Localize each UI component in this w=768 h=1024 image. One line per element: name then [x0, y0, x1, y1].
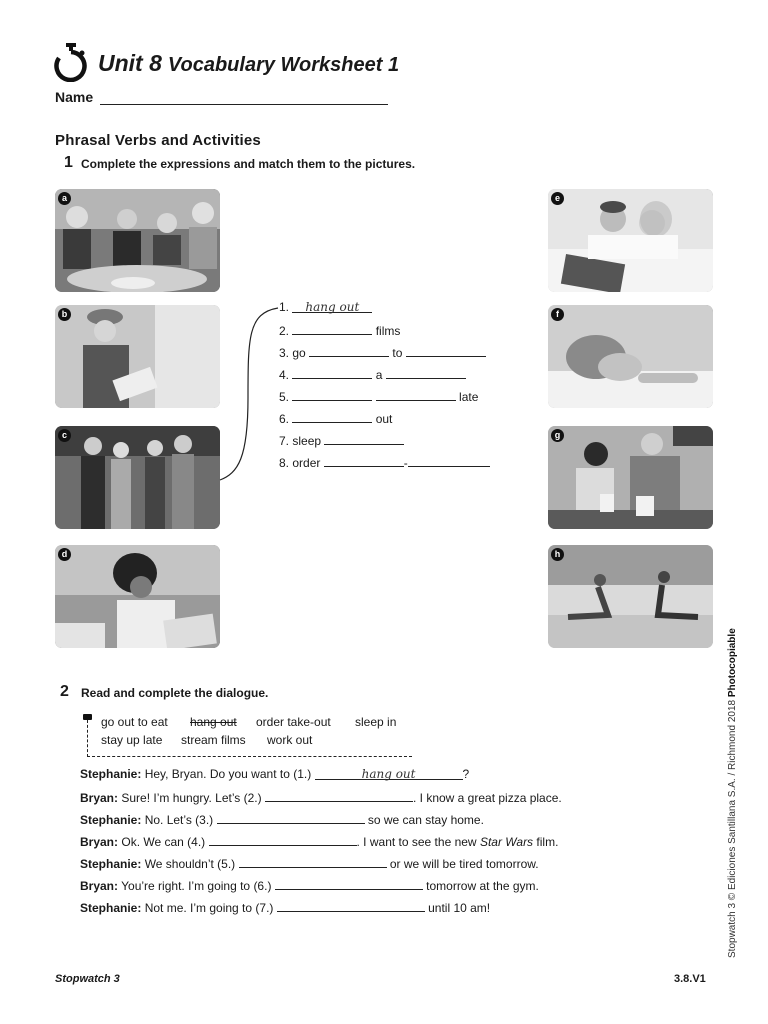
- expression-text: films: [375, 324, 401, 338]
- photo-letter: a: [58, 192, 71, 205]
- expression-3-blank-b[interactable]: [406, 344, 486, 357]
- dialogue-line-3: [80, 811, 484, 827]
- word-bank-border: [87, 720, 88, 757]
- expression-text: -: [403, 456, 408, 470]
- expression-3: [279, 344, 486, 360]
- photo-letter: g: [551, 429, 564, 442]
- exercise-1-number: 1: [64, 154, 73, 171]
- expression-number: 5.: [279, 390, 290, 404]
- dialogue-text: or we will be tired tomorrow.: [389, 857, 539, 871]
- photo-letter: f: [551, 308, 564, 321]
- expression-2-blank[interactable]: [292, 322, 372, 335]
- couple-takeout-illustration: [548, 426, 713, 529]
- exercise-2-number: 2: [60, 683, 69, 700]
- dialogue-blank-7[interactable]: [277, 899, 425, 912]
- expression-2: [279, 322, 400, 338]
- dialogue-line-1: [80, 767, 469, 781]
- girl-writing-illustration: [55, 305, 220, 408]
- connector-line: [218, 298, 288, 483]
- expression-number: 8.: [279, 456, 290, 470]
- dialogue-text: film.: [536, 835, 559, 849]
- people-stretching-illustration: [548, 545, 713, 648]
- dialogue-line-7: [80, 899, 490, 915]
- word-bank-border: [87, 756, 412, 757]
- expression-8: [279, 454, 490, 470]
- expression-number: 6.: [279, 412, 290, 426]
- speaker-name: Bryan:: [80, 835, 119, 849]
- word-bank-item: go out to eat: [101, 715, 168, 729]
- woman-sleeping-illustration: [548, 305, 713, 408]
- expression-5-blank-b[interactable]: [376, 388, 456, 401]
- photo-h: [548, 545, 713, 648]
- photo-b: [55, 305, 220, 408]
- word-bank-item-used: hang out: [190, 715, 237, 729]
- photocopiable-label: Photocopiable: [727, 628, 738, 698]
- woman-tired-illustration: [55, 545, 220, 648]
- expression-5-blank-a[interactable]: [292, 388, 372, 401]
- photo-d: [55, 545, 220, 648]
- dialogue-blank-3[interactable]: [217, 811, 365, 824]
- photo-a: [55, 189, 220, 292]
- speaker-name: Stephanie:: [80, 813, 142, 827]
- expression-8-blank-a[interactable]: [324, 454, 404, 467]
- word-bank: [80, 712, 412, 757]
- dialogue-text: Ok. We can (4.): [121, 835, 206, 849]
- word-bank-item: work out: [267, 733, 313, 747]
- word-bank-item: stay up late: [101, 733, 163, 747]
- expression-text: go: [292, 346, 306, 360]
- expression-text: late: [459, 390, 479, 404]
- photo-letter: h: [551, 548, 564, 561]
- expression-text: a: [375, 368, 383, 382]
- speaker-name: Stephanie:: [80, 767, 142, 781]
- dialogue-text: Not me. I’m going to (7.): [144, 901, 274, 915]
- expression-5: [279, 388, 478, 404]
- dialogue-text: We shouldn’t (5.): [144, 857, 236, 871]
- dialogue-text: so we can stay home.: [367, 813, 484, 827]
- dialogue-blank-4[interactable]: [209, 833, 357, 846]
- photo-e: [548, 189, 713, 292]
- expression-text: order: [292, 456, 321, 470]
- expression-8-blank-b[interactable]: [408, 454, 490, 467]
- expression-6: [279, 410, 392, 426]
- word-bank-item: sleep in: [355, 715, 397, 729]
- dialogue-text: until 10 am!: [428, 901, 491, 915]
- expression-text: out: [375, 412, 393, 426]
- film-title: Star Wars: [479, 835, 534, 849]
- photo-c: [55, 426, 220, 529]
- exercise-1-instruction: Complete the expressions and match them to the pictures.: [81, 157, 416, 171]
- friends-eating-illustration: [55, 189, 220, 292]
- expression-4: [279, 366, 466, 382]
- expression-4-blank-a[interactable]: [292, 366, 372, 379]
- expression-7-blank[interactable]: [324, 432, 404, 445]
- expression-4-blank-b[interactable]: [386, 366, 466, 379]
- dialogue-text: . I want to see the new: [356, 835, 477, 849]
- exercise-2-instruction: Read and complete the dialogue.: [81, 686, 269, 700]
- expression-number: 1.: [279, 300, 290, 314]
- photo-letter: c: [58, 429, 71, 442]
- dialogue-text: Sure! I’m hungry. Let’s (2.): [121, 791, 262, 805]
- page-code: 3.8.V1: [674, 973, 706, 985]
- photo-letter: e: [551, 192, 564, 205]
- photo-letter: b: [58, 308, 71, 321]
- unit-label: Unit 8: [98, 50, 162, 76]
- dialogue-text: You’re right. I’m going to (6.): [121, 879, 272, 893]
- expression-6-blank[interactable]: [292, 410, 372, 423]
- expression-1: [279, 300, 372, 314]
- stopwatch-icon: [53, 42, 89, 82]
- dialogue-blank-6[interactable]: [275, 877, 423, 890]
- name-label: Name: [55, 89, 94, 105]
- dialogue-text: Hey, Bryan. Do you want to (1.): [144, 767, 312, 781]
- dialogue-line-5: [80, 855, 539, 871]
- dialogue-text: . I know a great pizza place.: [412, 791, 562, 805]
- copyright-text: Stopwatch 3 © Ediciones Santillana S.A. / Richmond 2018: [727, 699, 738, 958]
- expression-1-blank[interactable]: [292, 300, 372, 313]
- expression-number: 7.: [279, 434, 290, 448]
- dialogue-text: ?: [462, 767, 470, 781]
- worksheet-title: Vocabulary Worksheet 1: [167, 54, 400, 76]
- dialogue-text: No. Let’s (3.): [144, 813, 214, 827]
- speaker-name: Stephanie:: [80, 857, 142, 871]
- dialogue-blank-2[interactable]: [265, 789, 413, 802]
- word-bank-item: stream films: [181, 733, 246, 747]
- word-bank-item: order take-out: [256, 715, 331, 729]
- speaker-name: Bryan:: [80, 879, 119, 893]
- expression-7: [279, 432, 404, 448]
- dialogue-blank-1[interactable]: [315, 767, 463, 780]
- speaker-name: Bryan:: [80, 791, 119, 805]
- expression-text: sleep: [292, 434, 322, 448]
- expression-number: 2.: [279, 324, 290, 338]
- photo-g: [548, 426, 713, 529]
- handwritten-answer: hang out: [361, 767, 416, 781]
- photo-f: [548, 305, 713, 408]
- couple-laptop-illustration: [548, 189, 713, 292]
- handwritten-answer: hang out: [305, 300, 360, 314]
- photo-letter: d: [58, 548, 71, 561]
- page-title: [98, 50, 399, 77]
- expression-number: 3.: [279, 346, 290, 360]
- expression-number: 4.: [279, 368, 290, 382]
- copyright-vertical: [727, 628, 738, 958]
- dialogue-line-2: [80, 789, 562, 805]
- expression-text: to: [392, 346, 403, 360]
- section-title: Phrasal Verbs and Activities: [55, 132, 261, 149]
- dialogue-line-4: [80, 833, 558, 849]
- dialogue-blank-5[interactable]: [239, 855, 387, 868]
- footer-logo: Stopwatch 3: [55, 973, 120, 985]
- friends-outdoors-illustration: [55, 426, 220, 529]
- dialogue-line-6: [80, 877, 539, 893]
- dialogue-text: tomorrow at the gym.: [426, 879, 539, 893]
- expression-3-blank-a[interactable]: [309, 344, 389, 357]
- name-field[interactable]: [100, 104, 388, 105]
- speaker-name: Stephanie:: [80, 901, 142, 915]
